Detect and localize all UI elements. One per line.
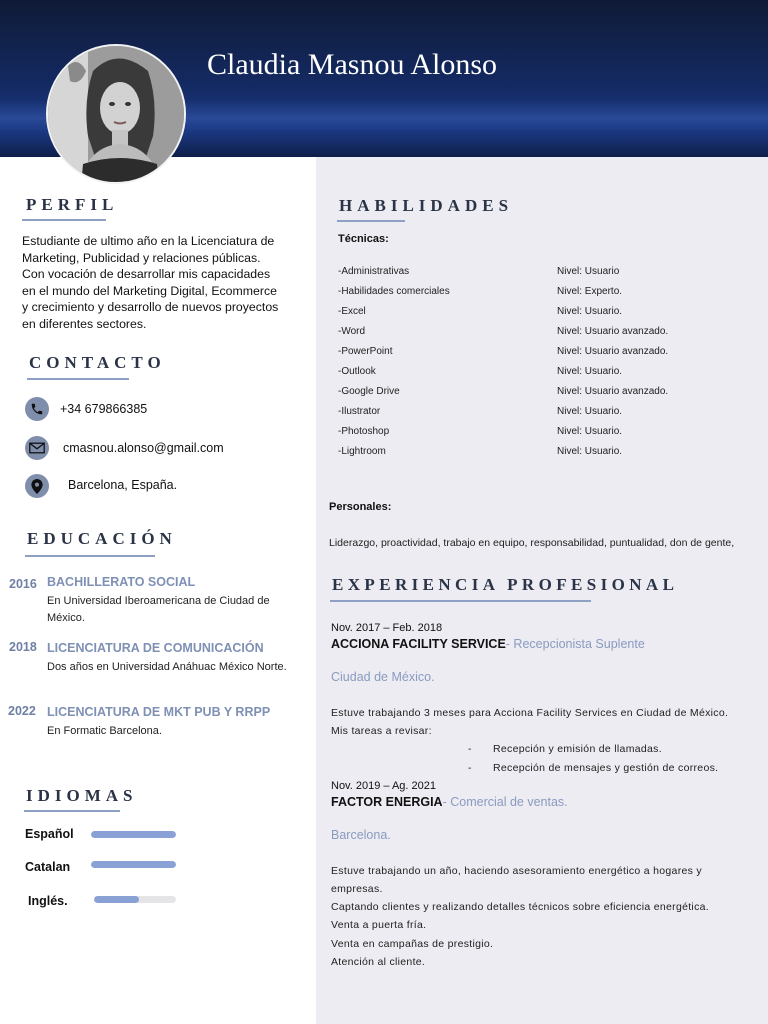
skill-level-label: Nivel: xyxy=(557,346,583,357)
skill-name: -Ilustrator xyxy=(338,406,381,417)
skill-name: -Google Drive xyxy=(338,386,400,397)
personales-text: Liderazgo, proactividad, trabajo en equipo, responsabilidad, puntualidad, don de gente, xyxy=(329,537,735,549)
skill-level-value: Usuario. xyxy=(584,366,623,377)
job-desc-line: Estuve trabajando un año, haciendo asesoramiento energético a hogares y xyxy=(331,865,702,877)
job-desc-line: Venta en campañas de prestigio. xyxy=(331,938,494,950)
skill-level xyxy=(557,446,622,457)
job-company-name: ACCIONA FACILITY SERVICE xyxy=(331,637,506,651)
skill-name: -Outlook xyxy=(338,366,376,377)
perfil-underline xyxy=(22,219,106,221)
portrait-image xyxy=(48,46,186,184)
educacion-heading: EDUCACIÓN xyxy=(27,529,177,548)
job-date: Nov. 2019 – Ag. 2021 xyxy=(331,780,436,792)
job-company-name: FACTOR ENERGIA xyxy=(331,795,443,809)
skill-level-label: Nivel: xyxy=(557,326,583,337)
skill-level-label: Nivel: xyxy=(557,286,583,297)
job-company xyxy=(331,795,568,809)
profile-photo xyxy=(46,44,186,184)
skill-level-value: Usuario. xyxy=(584,406,623,417)
skill-level xyxy=(557,266,619,277)
edu-year: 2016 xyxy=(9,577,37,591)
perfil-line: Estudiante de ultimo año en la Licenciatura de xyxy=(22,234,275,248)
language-label: Inglés. xyxy=(28,894,68,908)
skill-level-label: Nivel: xyxy=(557,406,583,417)
personales-label: Personales: xyxy=(329,501,392,513)
skill-level xyxy=(557,346,668,357)
perfil-line: Marketing, Publicidad y relaciones públicas. xyxy=(22,250,261,265)
language-level-bar xyxy=(91,831,176,838)
edu-desc-line: En Universidad Iberoamericana de Ciudad de xyxy=(47,595,270,607)
edu-title: LICENCIATURA DE COMUNICACIÓN xyxy=(47,641,264,655)
skill-level xyxy=(557,366,622,377)
perfil-line: y crecimiento y desarrollo de nuevos proyectos xyxy=(22,300,279,314)
job-desc-line: Mis tareas a revisar: xyxy=(331,725,432,737)
language-level-fill xyxy=(94,896,139,903)
skill-level-label: Nivel: xyxy=(557,426,583,437)
edu-title: BACHILLERATO SOCIAL xyxy=(47,575,196,589)
experiencia-heading: EXPERIENCIA PROFESIONAL xyxy=(332,575,679,594)
skill-level-value: Usuario avanzado. xyxy=(584,346,669,357)
job-bullet: Recepción y emisión de llamadas. xyxy=(493,743,662,755)
perfil-text xyxy=(22,233,302,332)
language-level-fill xyxy=(91,831,176,838)
contacto-underline xyxy=(27,378,129,380)
skill-level-label: Nivel: xyxy=(557,386,583,397)
job-desc-line: Venta a puerta fría. xyxy=(331,919,427,931)
mail-icon xyxy=(25,436,49,460)
tecnicas-label: Técnicas: xyxy=(338,233,389,245)
job-desc-line: Captando clientes y realizando detalles técnicos sobre eficiencia energética. xyxy=(331,901,709,913)
edu-desc xyxy=(47,593,270,627)
job-date: Nov. 2017 – Feb. 2018 xyxy=(331,622,443,634)
habilidades-heading: HABILIDADES xyxy=(339,196,514,215)
language-level-bar xyxy=(91,861,176,868)
job-desc-line: empresas. xyxy=(331,883,383,895)
skill-name: -Word xyxy=(338,326,366,337)
skill-name: -Lightroom xyxy=(338,446,386,457)
location-pin-icon xyxy=(25,474,49,498)
location-text: Barcelona, España. xyxy=(68,478,178,492)
job-city: Ciudad de México. xyxy=(331,670,435,684)
phone-icon xyxy=(25,397,49,421)
skill-level xyxy=(557,426,622,437)
experiencia-underline xyxy=(330,600,591,602)
skill-level-value: Usuario avanzado. xyxy=(584,326,669,337)
edu-desc xyxy=(47,659,287,676)
email-address[interactable]: cmasnou.alonso@gmail.com xyxy=(63,441,224,455)
edu-desc-line: Dos años en Universidad Anáhuac México Norte. xyxy=(47,661,287,673)
skill-level-label: Nivel: xyxy=(557,446,583,457)
skill-name: -Habilidades comerciales xyxy=(338,286,450,297)
skill-level-label: Nivel: xyxy=(557,306,583,317)
edu-title: LICENCIATURA DE MKT PUB Y RRPP xyxy=(47,705,271,719)
skill-level xyxy=(557,406,622,417)
job-role: - Comercial de ventas. xyxy=(442,795,568,809)
perfil-line: Con vocación de desarrollar mis capacidades xyxy=(22,267,271,281)
language-level-bar xyxy=(94,896,176,903)
skill-level xyxy=(557,386,668,397)
language-label: Catalan xyxy=(25,860,71,874)
skill-level-value: Usuario xyxy=(584,266,620,277)
habilidades-underline xyxy=(337,220,405,222)
perfil-heading: PERFIL xyxy=(26,195,119,214)
edu-desc-line: En Formatic Barcelona. xyxy=(47,725,162,737)
perfil-line: en diferentes sectores. xyxy=(22,316,147,331)
skill-name: -Excel xyxy=(338,306,366,317)
edu-desc-line: México. xyxy=(47,612,85,624)
skill-level-value: Experto. xyxy=(584,286,623,297)
skill-level-label: Nivel: xyxy=(557,266,583,277)
idiomas-underline xyxy=(24,810,120,812)
job-bullet: Recepción de mensajes y gestión de correos. xyxy=(493,762,719,774)
job-desc-line: Estuve trabajando 3 meses para Acciona Facility Services en Ciudad de México. xyxy=(331,707,729,719)
language-level-fill xyxy=(91,861,176,868)
bullet-dash: - xyxy=(468,743,472,755)
skill-level xyxy=(557,326,668,337)
job-company xyxy=(331,637,645,651)
skill-level-label: Nivel: xyxy=(557,366,583,377)
bullet-dash: - xyxy=(468,762,472,774)
job-city: Barcelona. xyxy=(331,828,391,842)
skill-level-value: Usuario avanzado. xyxy=(584,386,669,397)
job-desc-line: Atención al cliente. xyxy=(331,956,426,965)
contacto-heading: CONTACTO xyxy=(29,353,166,372)
skill-name: -Administrativas xyxy=(338,266,410,277)
idiomas-heading: IDIOMAS xyxy=(26,786,138,805)
phone-number[interactable]: +34 679866385 xyxy=(60,402,148,416)
skill-level xyxy=(557,306,622,317)
skill-name: -Photoshop xyxy=(338,426,390,437)
perfil-line: en el mundo del Marketing Digital, Ecommerce xyxy=(22,283,277,298)
language-label: Español xyxy=(25,827,74,841)
skill-name: -PowerPoint xyxy=(338,346,393,357)
educacion-underline xyxy=(25,555,155,557)
edu-desc xyxy=(47,723,162,740)
job-role: - Recepcionista Suplente xyxy=(505,637,645,651)
edu-year: 2022 xyxy=(8,704,36,718)
candidate-name: Claudia Masnou Alonso xyxy=(207,48,497,81)
skill-level-value: Usuario. xyxy=(584,446,623,457)
skill-level-value: Usuario. xyxy=(584,426,623,437)
skill-level-value: Usuario. xyxy=(584,306,623,317)
skill-level xyxy=(557,286,622,297)
edu-year: 2018 xyxy=(9,640,37,654)
